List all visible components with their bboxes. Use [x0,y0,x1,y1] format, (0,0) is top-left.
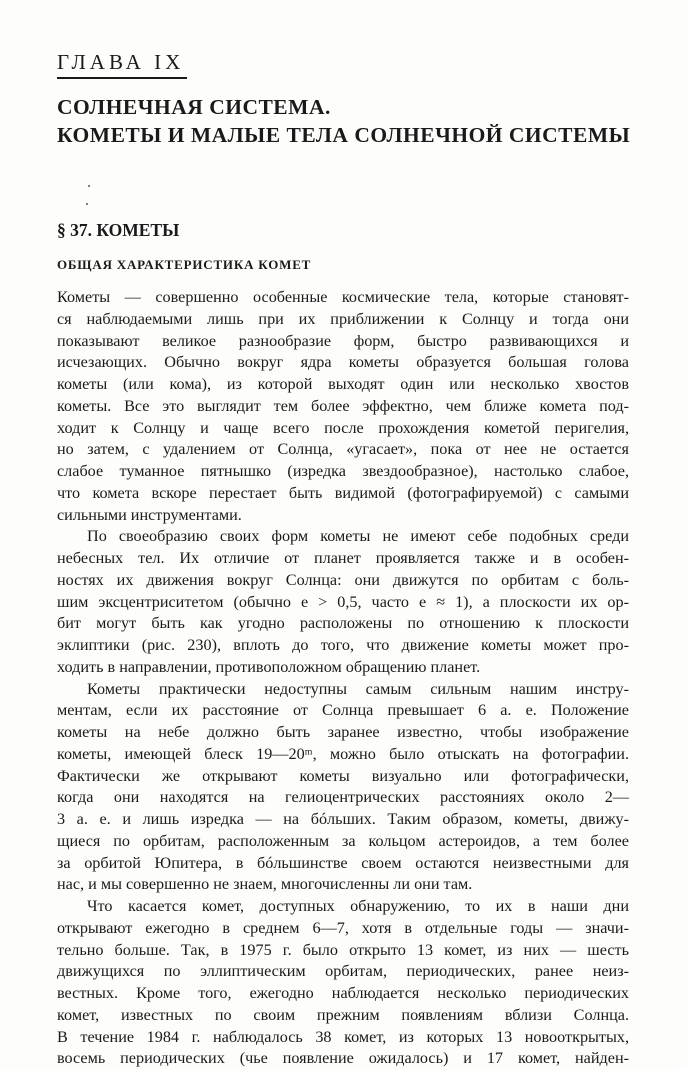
chapter-title-line: КОМЕТЫ И МАЛЫЕ ТЕЛА СОЛНЕЧНОЙ СИСТЕМЫ [57,123,631,147]
text-line: показывают великое разнообразие форм, быстро развивающихся и [57,331,629,350]
text-line: что комета вскоре перестает быть видимой (фотографируемой) с самыми [57,483,629,502]
text-line: эклиптики (рис. 230), вплоть до того, что движение кометы может про- [57,636,629,654]
text-line: Кометы практически недоступны самым сильным нашим инстру- [87,679,629,698]
text-line: В течение 1984 г. наблюдалось 38 комет, из которых 13 новооткрытых, [57,1027,629,1046]
chapter-divider [57,77,187,79]
paragraph [57,526,629,678]
text-line: По своеобразию своих форм кометы не имеют себе подобных среди [87,527,629,546]
text-line: щиеся по орбитам, расположенным за кольцом астероидов, а тем более [57,831,629,850]
text-line: ностях их движения вокруг Солнца: они движутся по орбитам с боль- [57,570,629,589]
text-line: небесных тел. Их отличие от планет проявляется также и в особен- [57,549,629,567]
body-text [57,287,629,1070]
text-line: 3 а. е. и лишь изредка — на бóльших. Таким образом, кометы, движу- [57,810,629,828]
text-line: Кометы — совершенно особенные космические тела, которые становят- [57,288,629,306]
text-line: когда они находятся на гелиоцентрических расстояниях около 2— [57,788,629,807]
text-line: за орбитой Юпитера, в бóльшинстве своем остаются неизвестными для [57,853,629,872]
chapter-title [57,93,630,149]
text-line: Что касается комет, доступных обнаружению, то их в наши дни [87,897,629,915]
text-line: ходить в направлении, противоположном обращению планет. [57,657,481,676]
text-line: шим эксцентриситетом (обычно e > 0,5, часто e ≈ 1), а плоскости их ор- [57,592,629,611]
section-heading: § 37. КОМЕТЫ [57,220,180,240]
paragraph [57,896,629,1070]
text-line: бит могут быть как угодно расположены по отношению к плоскости [57,614,629,633]
text-line: вестных. Кроме того, ежегодно наблюдается несколько периодических [57,984,629,1002]
text-line: кометы на небе должно быть заранее известно, чтобы изображение [57,723,629,741]
text-line: нас, и мы совершенно не знаем, многочисленны ли они там. [57,875,473,894]
paragraph [57,287,629,526]
chapter-label: ГЛАВА IX [57,50,185,74]
text-line: слабое туманное пятнышко (изредка звездообразное), настолько слабое, [57,462,629,480]
text-line: тельно больше. Так, в 1975 г. было открыто 13 комет, из них — шесть [57,940,629,959]
text-line: но затем, с удалением от Солнца, «угасает», пока от нее не остается [57,440,629,459]
text-line: кометы. Все это выглядит тем более эффектно, чем ближе комета под- [57,396,629,415]
text-line: ментам, если их расстояние от Солнца превышает 6 а. е. Положение [57,701,629,720]
paragraph [57,679,629,897]
text-line: движущихся по эллиптическим орбитам, периодических, ранее неиз- [57,962,629,981]
text-line: кометы, имеющей блеск 19—20ᵐ, можно было отыскать на фотографии. [57,744,629,763]
text-line: ся наблюдаемыми лишь при их приближении к Солнцу и тогда они [57,309,629,328]
text-line: ходит к Солнцу и чаще всего после прохождения кометой перигелия, [57,418,629,437]
text-line: открывают ежегодно в среднем 6—7, хотя в отдельные годы — значи- [57,918,629,937]
print-speck [86,203,88,205]
print-speck [88,185,90,187]
text-line: исчезающих. Обычно вокруг ядра кометы образуется большая голова [57,353,629,372]
text-line: кометы (или кома), из которой выходят один или несколько хвостов [57,375,629,393]
subsection-heading: ОБЩАЯ ХАРАКТЕРИСТИКА КОМЕТ [57,257,312,272]
text-line: восемь периодических (чье появление ожидалось) и 17 комет, найден- [57,1049,629,1068]
text-line: Фактически же открывают кометы визуально или фотографически, [57,766,629,785]
text-line: сильными инструментами. [57,505,242,524]
chapter-title-line: СОЛНЕЧНАЯ СИСТЕМА. [57,95,331,119]
text-line: комет, известных по своим прежним появлениям вблизи Солнца. [57,1005,629,1024]
